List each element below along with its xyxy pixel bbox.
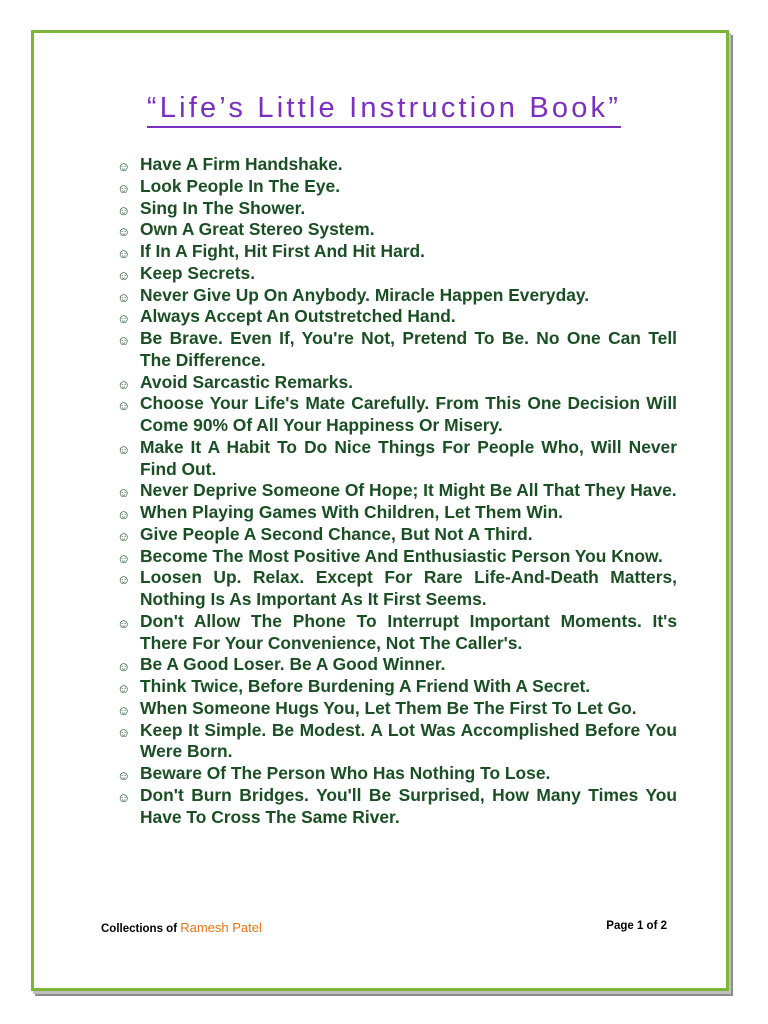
smiley-face-icon: ☺ <box>117 441 131 457</box>
list-item-text: Own A Great Stereo System. <box>140 219 375 240</box>
smiley-face-icon: ☺ <box>117 224 131 240</box>
footer-author: Ramesh Patel <box>180 920 262 935</box>
list-item <box>115 285 677 307</box>
list-item <box>115 437 677 481</box>
list-item <box>115 546 677 568</box>
smiley-face-icon: ☺ <box>117 485 131 501</box>
list-item <box>115 154 677 176</box>
list-item <box>115 698 677 720</box>
list-item-text: Don't Allow The Phone To Interrupt Important Moments. It's There For Your Convenience, Not The Caller's. <box>140 610 677 653</box>
instruction-list <box>115 154 677 828</box>
smiley-face-icon: ☺ <box>117 180 131 196</box>
smiley-face-icon: ☺ <box>117 572 131 588</box>
list-item <box>115 176 677 198</box>
smiley-face-icon: ☺ <box>117 681 131 696</box>
smiley-face-icon: ☺ <box>117 159 131 174</box>
list-item-text: Be Brave. Even If, You're Not, Pretend To Be. No One Can Tell The Difference. <box>140 328 677 370</box>
list-item-text: Beware Of The Person Who Has Nothing To Lose. <box>140 763 551 783</box>
list-item <box>115 763 677 785</box>
smiley-face-icon: ☺ <box>117 702 131 718</box>
footer-collections-label: Collections of <box>101 923 178 935</box>
smiley-face-icon: ☺ <box>117 202 131 218</box>
smiley-face-icon: ☺ <box>117 615 131 631</box>
page-title <box>0 92 768 125</box>
list-item-text: Look People In The Eye. <box>140 175 341 196</box>
list-item-text: Never Give Up On Anybody. Miracle Happen Everyday. <box>140 284 590 305</box>
list-item-text: When Someone Hugs You, Let Them Be The First To Let Go. <box>140 697 637 718</box>
list-item-text: Sing In The Shower. <box>140 197 306 218</box>
list-item <box>115 524 677 546</box>
smiley-face-icon: ☺ <box>117 789 131 805</box>
list-item <box>115 241 677 263</box>
list-item-text: Be A Good Loser. Be A Good Winner. <box>140 654 446 675</box>
list-item <box>115 198 677 220</box>
smiley-face-icon: ☺ <box>117 659 131 675</box>
list-item-text: Don't Burn Bridges. You'll Be Surprised, How Many Times You Have To Cross The Same River. <box>140 784 677 827</box>
smiley-face-icon: ☺ <box>117 267 131 283</box>
footer-credit <box>101 920 262 935</box>
page-title-text: “Life’s Little Instruction Book” <box>147 92 621 128</box>
list-item-text: If In A Fight, Hit First And Hit Hard. <box>140 241 425 261</box>
list-item <box>115 654 677 676</box>
list-item <box>115 785 677 829</box>
smiley-face-icon: ☺ <box>117 768 131 783</box>
smiley-face-icon: ☺ <box>117 376 131 392</box>
list-item <box>115 567 677 611</box>
list-item <box>115 480 677 502</box>
list-item <box>115 328 677 372</box>
smiley-face-icon: ☺ <box>117 311 131 327</box>
smiley-face-icon: ☺ <box>117 246 131 261</box>
list-item <box>115 720 677 764</box>
page-number: Page 1 of 2 <box>606 920 667 932</box>
list-item-text: Always Accept An Outstretched Hand. <box>140 306 456 327</box>
list-item <box>115 306 677 328</box>
list-item-text: Keep It Simple. Be Modest. A Lot Was Accomplished Before You Were Born. <box>140 719 677 762</box>
list-item <box>115 393 677 437</box>
smiley-face-icon: ☺ <box>117 289 131 305</box>
smiley-face-icon: ☺ <box>117 333 131 348</box>
list-item-text: Choose Your Life's Mate Carefully. From This One Decision Will Come 90% Of All Your Happiness Or Misery. <box>140 393 677 435</box>
list-item-text: Have A Firm Handshake. <box>140 154 343 174</box>
list-item <box>115 502 677 524</box>
list-item-text: Keep Secrets. <box>140 262 256 283</box>
list-item <box>115 263 677 285</box>
list-item-text: Avoid Sarcastic Remarks. <box>140 371 353 392</box>
list-item-text: Loosen Up. Relax. Except For Rare Life-And-Death Matters, Nothing Is As Important As It First Seems. <box>140 567 677 609</box>
smiley-face-icon: ☺ <box>117 398 131 414</box>
list-item <box>115 372 677 394</box>
list-item-text: Think Twice, Before Burdening A Friend With A Secret. <box>140 676 591 696</box>
smiley-face-icon: ☺ <box>117 528 131 544</box>
list-item-text: Give People A Second Chance, But Not A Third. <box>140 523 533 544</box>
list-item-text: Become The Most Positive And Enthusiastic Person You Know. <box>140 545 663 566</box>
list-item <box>115 219 677 241</box>
smiley-face-icon: ☺ <box>117 507 131 522</box>
list-item-text: Make It A Habit To Do Nice Things For People Who, Will Never Find Out. <box>140 436 677 479</box>
list-item-text: When Playing Games With Children, Let Them Win. <box>140 502 563 522</box>
list-item <box>115 611 677 655</box>
list-item-text: Never Deprive Someone Of Hope; It Might Be All That They Have. <box>140 480 677 501</box>
smiley-face-icon: ☺ <box>117 724 131 740</box>
list-item <box>115 676 677 698</box>
smiley-face-icon: ☺ <box>117 550 131 566</box>
